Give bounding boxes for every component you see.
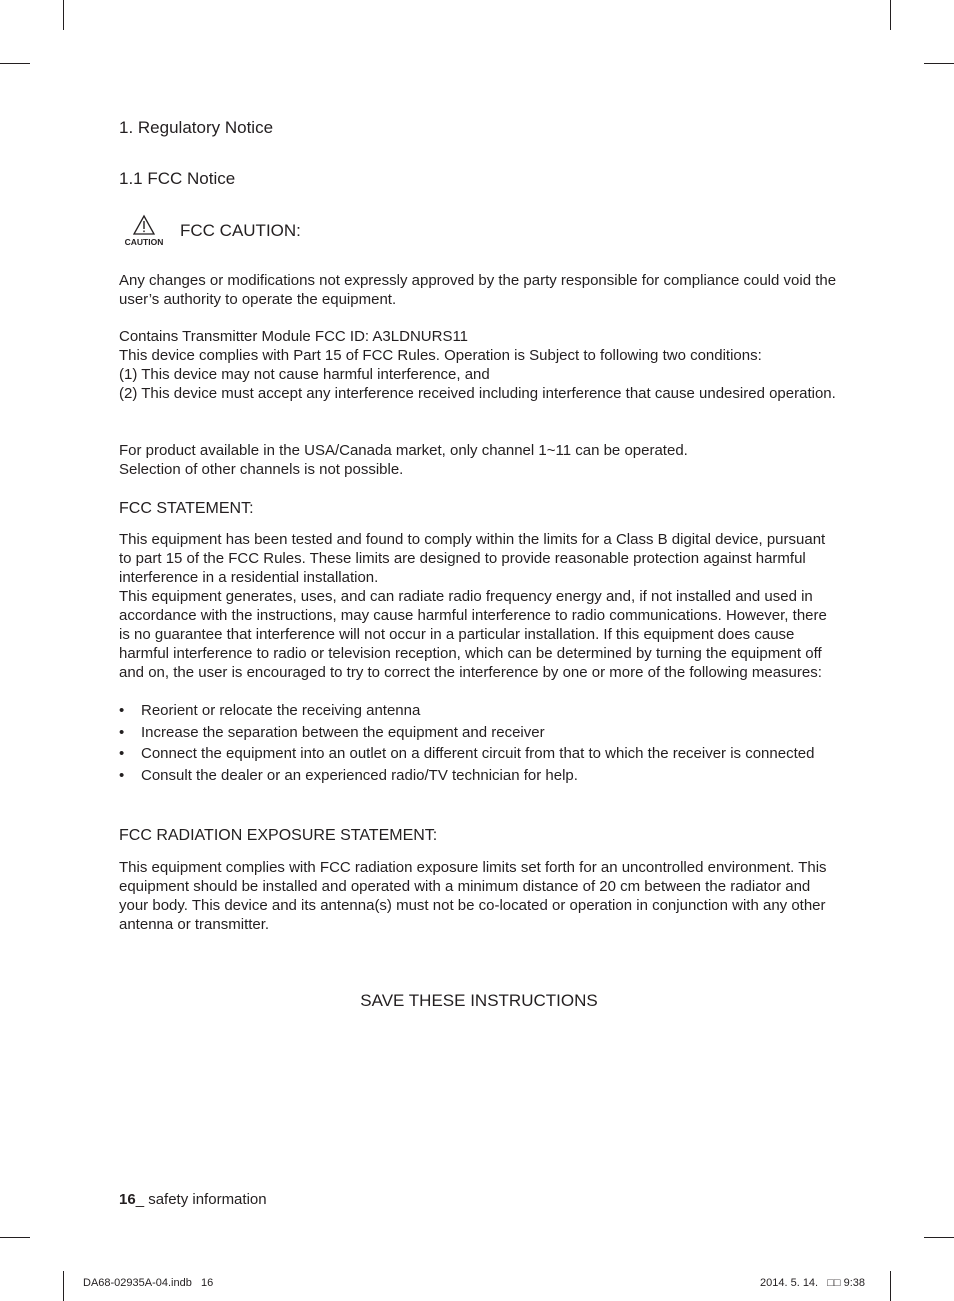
- slug-filename: DA68-02935A-04.indb 16: [83, 1277, 214, 1289]
- crop-mark: [63, 0, 64, 30]
- list-item: • Increase the separation between the equipment and receiver: [119, 723, 849, 745]
- fcc-statement-body: This equipment has been tested and found to comply within the limits for a Class B digital device, pursuant to part 15 of the FCC Rules. These limits are designed to provide reasonable protection against harmful interference in a residential installation. This equipment generates, uses, and can radiate radio frequency energy and, if not installed and used in accordance with the instructions, may cause harmful interference to radio communications. However, there is no guarantee that interference will not occur in a particular installation. If this equipment does cause harmful interference to radio or television reception, which can be determined by turning the equipment off and on, the user is encouraged to try to correct the interference by one or more of the following measures:: [119, 531, 827, 681]
- caution-title: FCC CAUTION:: [180, 221, 301, 240]
- save-instructions: SAVE THESE INSTRUCTIONS: [360, 991, 598, 1010]
- crop-mark: [0, 1237, 30, 1238]
- crop-mark: [924, 1237, 954, 1238]
- channel-info: For product available in the USA/Canada market, only channel 1~11 can be operated. Selection of other channels is not possible.: [119, 442, 688, 478]
- crop-mark: [924, 63, 954, 64]
- modification-warning: Any changes or modifications not expressly approved by the party responsible for compliance could void the user’s authority to operate the equipment.: [119, 272, 837, 308]
- section-heading: 1. Regulatory Notice: [119, 118, 274, 137]
- radiation-body: This equipment complies with FCC radiation exposure limits set forth for an uncontrolled environment. This equipment should be installed and operated with a minimum distance of 20 cm between the radiator and your body. This device and its antenna(s) must not be co-located or operation in conjunction with any other antenna or transmitter.: [119, 859, 827, 933]
- fcc-statement-title: FCC STATEMENT:: [119, 500, 254, 517]
- transmitter-module-info: Contains Transmitter Module FCC ID: A3LDNURS11 This device complies with Part 15 of FCC Rules. Operation is Subject to following two conditions: (1) This device may not cause harmful interference, and (2) This device must accept any interference received including interference that cause undesired operation.: [119, 328, 836, 402]
- list-item: • Consult the dealer or an experienced radio/TV technician for help.: [119, 766, 849, 788]
- caution-header: [119, 214, 519, 248]
- caution-icon-label: CAUTION: [124, 237, 164, 247]
- subsection-heading: 1.1 FCC Notice: [119, 169, 236, 188]
- footer-section-name: _ safety information: [135, 1191, 267, 1208]
- list-item: • Connect the equipment into an outlet on a different circuit from that to which the receiver is connected: [119, 744, 849, 766]
- caution-icon: [119, 214, 171, 248]
- crop-mark: [890, 1271, 891, 1301]
- crop-mark: [890, 0, 891, 30]
- crop-mark: [0, 63, 30, 64]
- radiation-title: FCC RADIATION EXPOSURE STATEMENT:: [119, 827, 438, 844]
- slug-date: 2014. 5. 14. □□ 9:38: [760, 1277, 866, 1289]
- crop-mark: [63, 1271, 64, 1301]
- measures-list: [119, 701, 849, 787]
- list-item: • Reorient or relocate the receiving antenna: [119, 701, 849, 723]
- page-number: 16: [119, 1191, 136, 1208]
- page-footer: [119, 1191, 267, 1208]
